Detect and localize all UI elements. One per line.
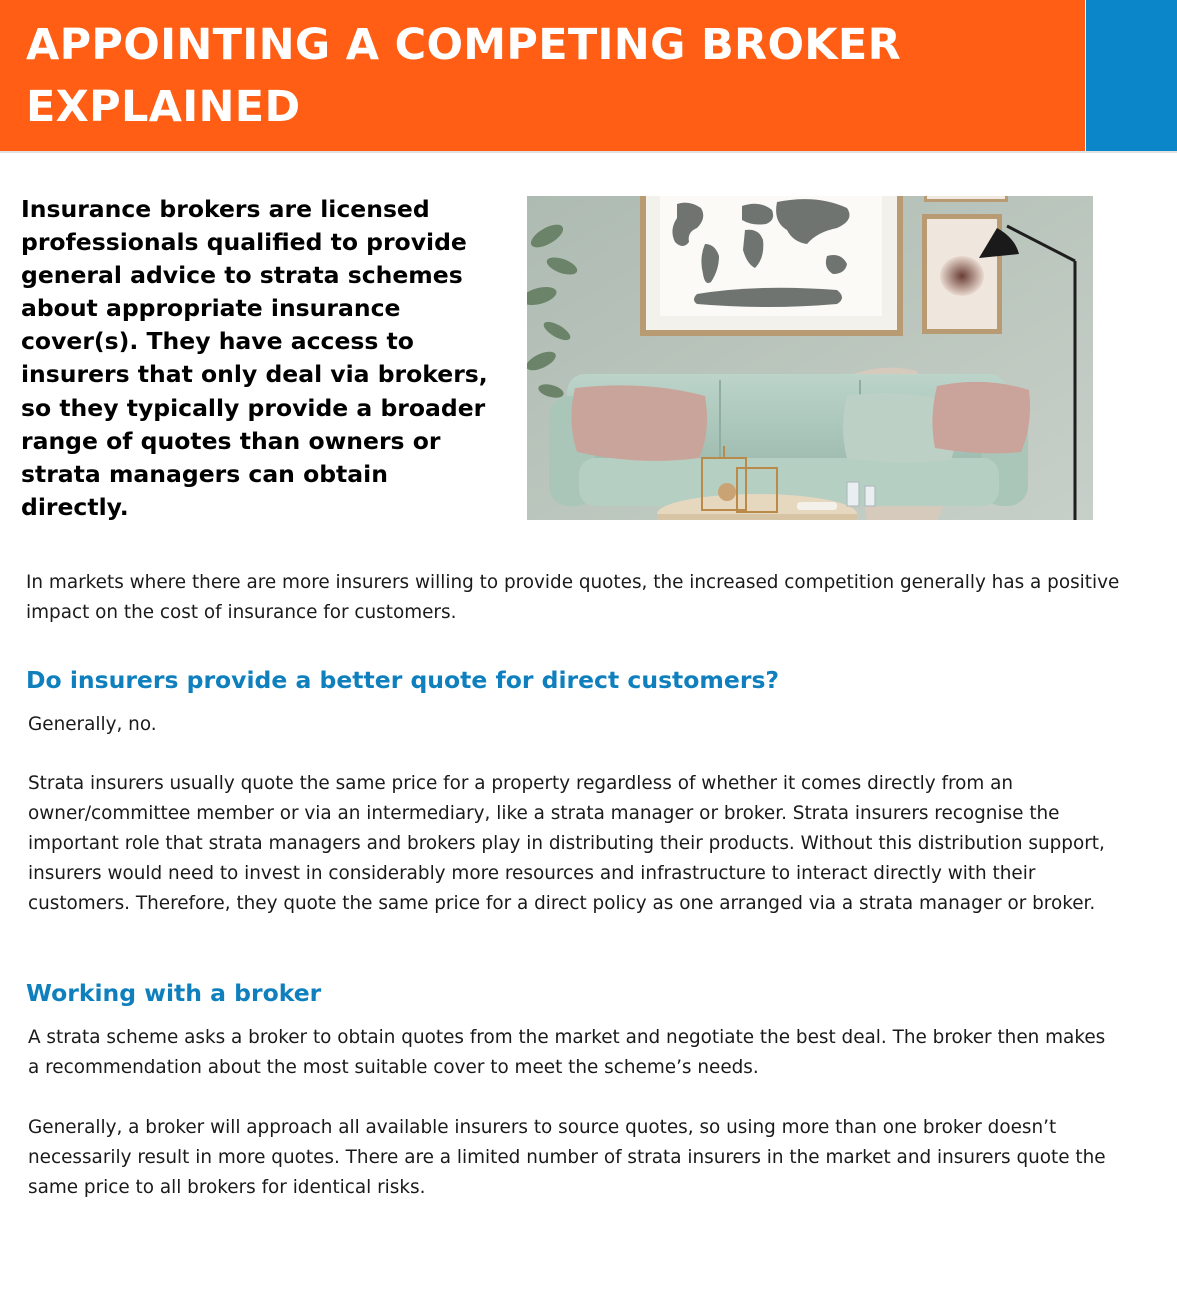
competition-paragraph: In markets where there are more insurers willing to provide quotes, the increased competition generally has a positive impact on the cost of insurance for customers. bbox=[26, 572, 1120, 623]
working-with-broker-paragraph-1: A strata scheme asks a broker to obtain quotes from the market and negotiate the best deal. The broker then makes a recommendation about the most suitable cover to meet the scheme’s needs. bbox=[28, 1027, 1106, 1078]
living-room-photo bbox=[527, 196, 1093, 520]
working-with-broker-paragraph-2: Generally, a broker will approach all available insurers to source quotes, so using more than one broker doesn’t necessarily result in more quotes. There are a limited number of strata insurers in the market and insurers quote the same price to all brokers for identical risks. bbox=[28, 1117, 1106, 1198]
header-accent-block bbox=[1086, 0, 1177, 151]
direct-customers-paragraph: Strata insurers usually quote the same price for a property regardless of whether it comes directly from an owner/committee member or via an intermediary, like a strata manager or broker. Strata insurers recognise the important role that strata managers and brokers play in distributing their products. Without this distribution support, insurers would need to invest in considerably more resources and infrastructure to interact directly with their customers. Therefore, they quote the same price for a direct policy as one arranged via a strata manager or broker. bbox=[28, 773, 1105, 914]
section-heading-working-with-broker: Working with a broker bbox=[26, 979, 322, 1007]
section-heading-direct-customers: Do insurers provide a better quote for direct customers? bbox=[26, 666, 780, 694]
direct-customers-answer: Generally, no. bbox=[28, 714, 157, 735]
intro-lead-text: Insurance brokers are licensed professionals qualified to provide general advice to strata schemes about appropriate insurance cover(s). They have access to insurers that only deal via brokers, so they typically provide a broader range of quotes than owners or strata managers can obtain directly. bbox=[21, 195, 488, 521]
header-divider bbox=[0, 151, 1177, 153]
page-title: APPOINTING A COMPETING BROKER EXPLAINED bbox=[26, 20, 901, 132]
